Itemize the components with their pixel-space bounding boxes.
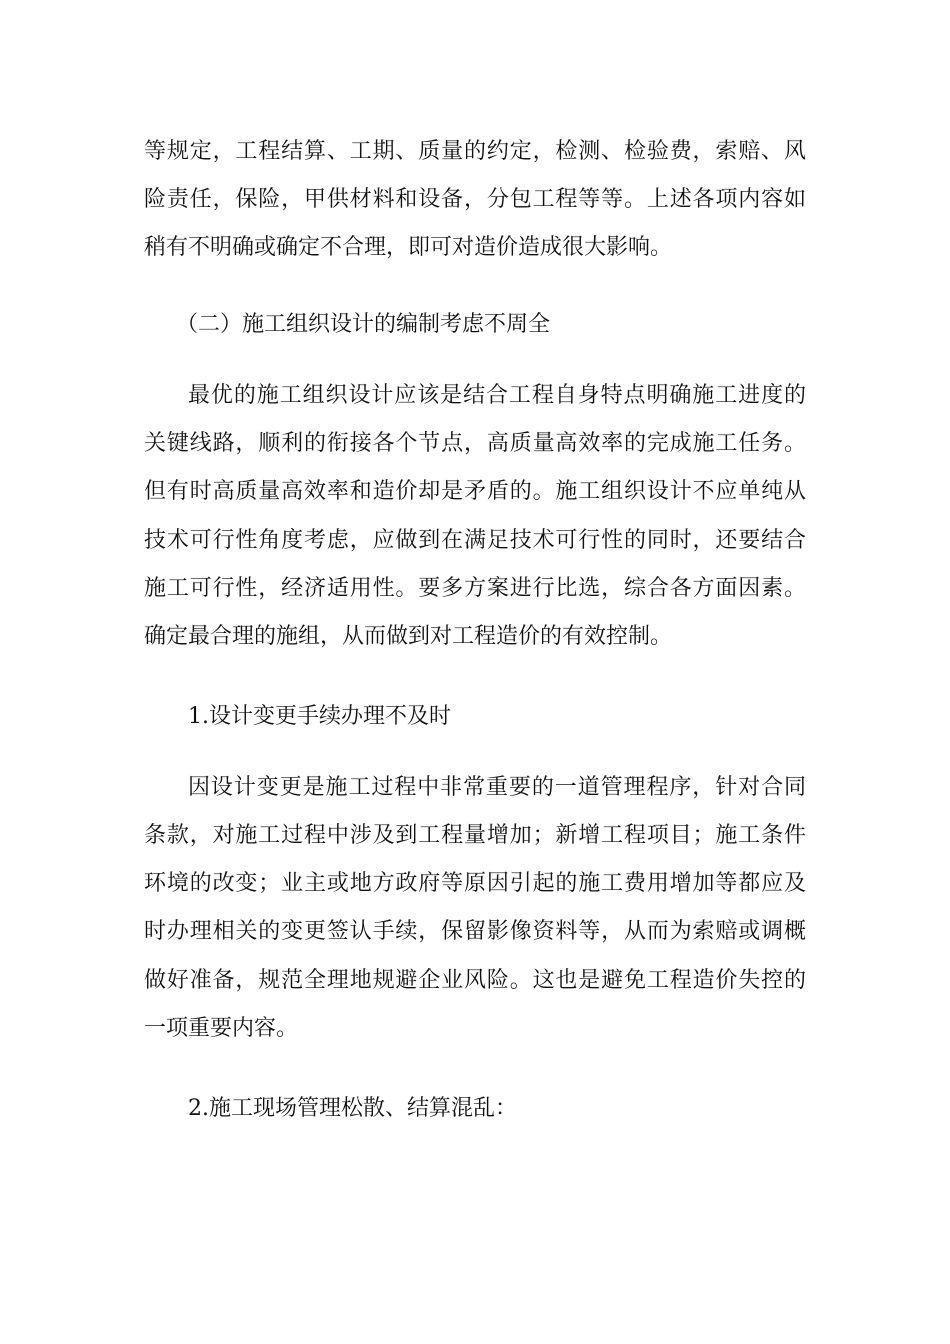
paragraph-line: 做好准备，规范全理地规避企业风险。这也是避免工程造价失控的 [144,968,806,993]
paragraph-line: 但有时高质量高效率和造价却是矛盾的。施工组织设计不应单纯从 [144,479,806,504]
section-heading: （二）施工组织设计的编制考虑不周全 [176,312,551,337]
subsection-heading: 2.施工现场管理松散、结算混乱： [188,1096,517,1121]
paragraph-line: 技术可行性角度考虑，应做到在满足技术可行性的同时，还要结合 [144,528,806,553]
paragraph-line: 险责任，保险，甲供材料和设备，分包工程等等。上述各项内容如 [144,187,806,212]
paragraph-line: 施工可行性，经济适用性。要多方案进行比选，综合各方面因素。 [144,576,806,601]
paragraph-line: 等规定，工程结算、工期、质量的约定，检测、检验费，索赔、风 [144,139,806,164]
paragraph-line: 条款，对施工过程中涉及到工程量增加；新增工程项目；施工条件 [144,823,806,848]
paragraph-line: 一项重要内容。 [144,1016,299,1041]
paragraph-line: 确定最合理的施组，从而做到对工程造价的有效控制。 [144,624,673,649]
subsection-heading: 1.设计变更手续办理不及时 [188,704,451,729]
paragraph-line: 因设计变更是施工过程中非常重要的一道管理程序，针对合同 [188,775,806,800]
paragraph-line: 稍有不明确或确定不合理，即可对造价造成很大影响。 [144,235,673,260]
paragraph-line: 时办理相关的变更签认手续，保留影像资料等，从而为索赔或调概 [144,919,806,944]
paragraph-line: 环境的改变；业主或地方政府等原因引起的施工费用增加等都应及 [144,871,806,896]
paragraph-line: 关键线路，顺利的衔接各个节点，高质量高效率的完成施工任务。 [144,431,806,456]
paragraph-line: 最优的施工组织设计应该是结合工程自身特点明确施工进度的 [188,383,806,408]
